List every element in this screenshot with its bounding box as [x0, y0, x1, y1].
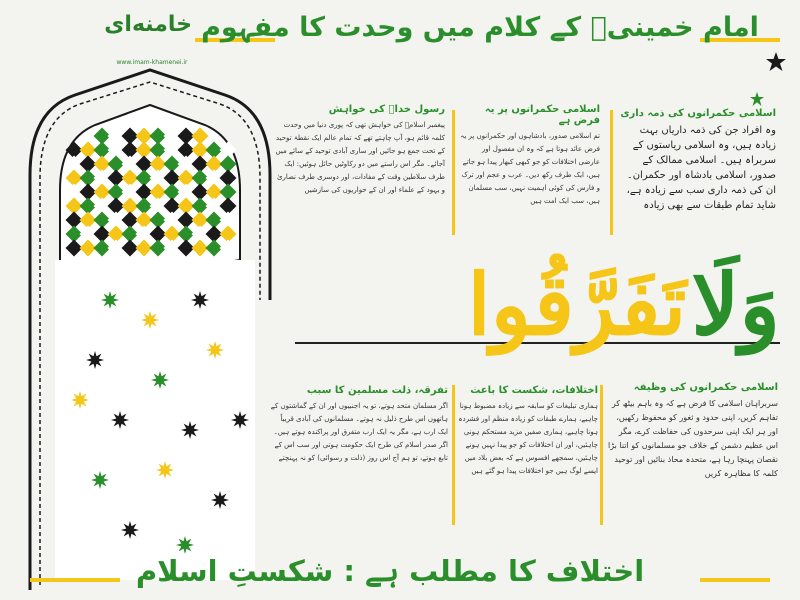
section-title: رسول خداؐ کی خواہش	[328, 104, 445, 115]
star-ornament	[181, 421, 199, 439]
star-ornament	[191, 291, 209, 309]
column-divider	[610, 110, 613, 235]
star-ornament	[91, 471, 109, 489]
verse-word-1: وَلَا	[691, 255, 780, 354]
star-icon	[766, 52, 786, 72]
mosque-arch-illustration	[0, 0, 300, 600]
star-ornament	[176, 536, 194, 554]
star-ornament	[156, 461, 174, 479]
section-body: وہ افراد جن کی ذمہ داریاں بہت زیادہ ہیں، وہ اسلامی ریاستوں کے سربراہ ہیں۔ اسلامی ممالک کے صدور، اسلامی بادشاہ اور حکمران۔ ان کی ذمہ داری سب سے زیادہ ہے، شاید تمام طبقات سے بھی زیادہ	[626, 125, 776, 211]
footer-rule-right	[700, 578, 770, 582]
footer-rule-left	[30, 578, 120, 582]
section-body: ہماری تبلیغات کو سابقہ سے زیادہ مضبوط ہونا چاہیے، ہمارے طبقات کو زیادہ منظم اور فشردہ ہونا چاہیے، ہماری صفیں مزید مستحکم ہونی چاہئیں، اور ان اختلافات کو جو پیدا نہیں ہونے چاہئیں، سمجھے افسوس ہے کہ بعض بلاد میں ایسے لوگ ہیں جو اختلافات پیدا ہو گئے ہیں	[458, 402, 598, 475]
section-rulers-responsibility	[616, 108, 776, 213]
star-ornament	[86, 351, 104, 369]
column-divider	[600, 385, 603, 525]
section-title: اسلامی حکمرانوں کی وظیفہ	[633, 382, 778, 393]
section-title: اسلامی حکمرانوں پر یہ فرض ہے	[484, 104, 600, 126]
section-rulers-obligation	[606, 382, 778, 481]
star-ornament	[111, 411, 129, 429]
section-rulers-duty	[460, 104, 600, 208]
footer-title: اختلاف کا مطلب ہے : شکستِ اسلام	[135, 554, 645, 588]
section-body: سربراہان اسلامی کا فرض ہے کہ وہ باہم بیٹھ کر تفاہم کریں، اپنی حدود و ثغور کو محفوظ رکھیں، اور ہر ایک اپنی سرحدوں کی حفاظت کرے، مگر اس عظیم دشمن کے خلاف جو مسلمانوں کو اتنا بڑا نقصان پہنچا رہا ہے، متحدہ محاذ بنائیں اور توحید کلمہ کا مظاہرہ کریں	[608, 399, 778, 478]
star-ornament	[141, 311, 159, 329]
star-icon	[750, 92, 764, 106]
logo	[104, 12, 192, 72]
section-title: تفرقہ، ذلت مسلمین کا سبب	[306, 385, 448, 396]
logo-url: www.imam-khamenei.ir	[116, 59, 188, 66]
quran-verse	[285, 255, 780, 355]
section-title: اسلامی حکمرانوں کی ذمہ داری	[620, 108, 776, 119]
star-ornament	[206, 341, 224, 359]
page-title: امام خمینیؒ کے کلام میں وحدت کا مفہوم	[201, 12, 759, 43]
star-ornament	[151, 371, 169, 389]
section-prophet-wish	[275, 104, 445, 197]
column-divider	[452, 385, 455, 525]
section-body: تم اسلامی صدور، بادشاہوں اور حکمرانوں پر یہ فرض عائد ہوتا ہے کہ وہ ان مفصول اور عارضی اختلافات کو جو کبھی کبھار پیدا ہو جاتے ہیں، ایک طرف رکھ دیں۔ عرب و عجم اور ترک و فارس کی کوئی اہمیت نہیں، سب مسلمان ہیں، سب ایک امت ہیں	[460, 132, 600, 205]
star-ornament	[101, 291, 119, 309]
section-differences-defeat	[458, 385, 598, 478]
section-body: پیغمبر اسلامؐ کی خواہش تھی کہ پوری دنیا میں وحدت کلمہ قائم ہو، آپ چاہتے تھے کہ تمام عالم ایک نقطۂ توحید کے تحت جمع ہو جائیں اور ساری آبادی توحید کے سائے میں آجائے۔ مگر اس راستے میں دو رکاوٹیں حائل ہوئیں: ایک طرف سلاطین وقت کے مفادات، اور دوسری طرف نصاریٰ و یہود کے علماء اور ان کے حواریوں کی سازشیں	[275, 121, 445, 194]
section-division-humiliation	[270, 385, 448, 465]
logo-text: خامنه‌ای	[104, 12, 192, 37]
star-ornament	[121, 521, 139, 539]
star-ornament	[211, 491, 229, 509]
star-ornament	[231, 411, 249, 429]
column-divider	[452, 110, 455, 235]
star-ornament	[71, 391, 89, 409]
section-title: اختلافات، شکست کا باعث	[470, 385, 598, 396]
verse-word-2: تَفَرَّقُوا	[467, 255, 687, 354]
section-body: اگر مسلمان متحد ہوتے، تو یہ اجنبیوں اور ان کے گماشتوں کے ہاتھوں اس طرح ذلیل نہ ہوتے۔ مسلمانوں کی آبادی قریباً ایک ارب ہے، مگر یہ ایک ارب متفرق اور پراکندہ ہوتے ہیں۔ اگر صدر اسلام کی طرح ایک حکومت ہوتی اور سب اس کے تابع ہوتے، تو ہم آج اس روز (ذلت و رسوائی) کو نہ پہنچتے	[270, 402, 448, 462]
